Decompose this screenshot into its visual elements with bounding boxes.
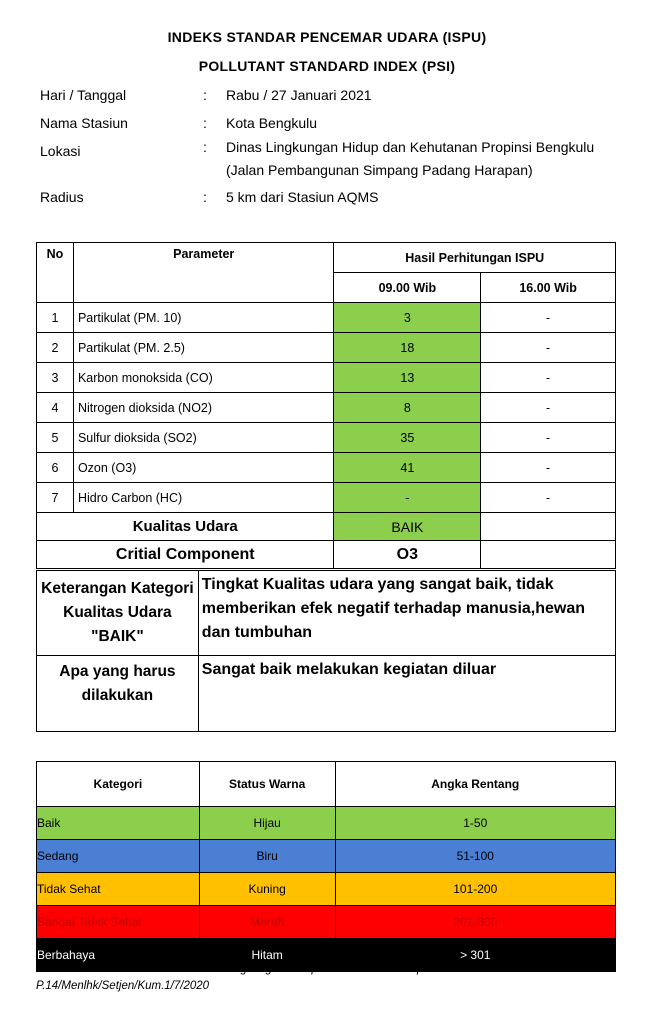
category-color: Hitam [199,939,335,972]
row-no: 4 [37,393,74,423]
note-action-label: Apa yang harus dilakukan [37,656,199,732]
header-no: No [37,243,74,303]
row-no: 5 [37,423,74,453]
category-name: Sedang [37,840,200,873]
title-ispu: INDEKS STANDAR PENCEMAR UDARA (ISPU) [167,29,487,45]
info-colon: : [203,115,207,131]
category-range: 101-200 [335,873,615,906]
table-row [37,333,616,363]
header-result: Hasil Perhitungan ISPU [334,243,616,273]
row-parameter: Hidro Carbon (HC) [73,483,334,513]
info-value-location-address: (Jalan Pembangunan Simpang Padang Harapan) [226,162,533,178]
category-row-baik [37,807,616,840]
category-range: 201-300 [335,906,615,939]
header-category: Kategori [37,762,200,807]
info-value-date: Rabu / 27 Januari 2021 [226,87,372,103]
table-row [37,423,616,453]
header-parameter: Parameter [73,243,334,303]
footnote: Scale Due Norm : Peraturan Menteri Lingkungan Hidup dan Kehutanan Republik Indonesia Nomor P.14/Menlhk/Setjen/Kum.1/7/2020 [36,963,538,992]
category-name: Sangat Tidak Sehat [37,906,200,939]
row-parameter: Partikulat (PM. 10) [73,303,334,333]
quality-value-1600 [481,513,616,541]
category-color: Biru [199,840,335,873]
row-value-0900: 18 [334,333,481,363]
critical-component-value-1600 [481,541,616,569]
info-colon: : [203,139,207,155]
header-time-0900: 09.00 Wib [334,273,481,303]
critical-component-label: Critial Component [37,541,334,569]
info-label-location: Lokasi [40,143,81,159]
category-color: Hijau [199,807,335,840]
row-no: 2 [37,333,74,363]
table-row [37,303,616,333]
info-label-date: Hari / Tanggal [40,87,127,103]
row-parameter: Ozon (O3) [73,453,334,483]
row-parameter: Nitrogen dioksida (NO2) [73,393,334,423]
note-action-text: Sangat baik melakukan kegiatan diluar [198,656,615,732]
info-value-station: Kota Bengkulu [226,115,318,131]
category-table [36,761,616,972]
category-name: Berbahaya [37,939,200,972]
info-value-radius: 5 km dari Stasiun AQMS [226,189,379,205]
header-range: Angka Rentang [335,762,615,807]
row-value-1600: - [481,303,616,333]
row-value-0900: 41 [334,453,481,483]
row-value-1600: - [481,483,616,513]
row-no: 6 [37,453,74,483]
row-value-0900: - [334,483,481,513]
row-parameter: Partikulat (PM. 2.5) [73,333,334,363]
table-row [37,453,616,483]
info-label-radius: Radius [40,189,84,205]
category-row-sangat-tidak-sehat [37,906,616,939]
note-description-label: Keterangan Kategori Kualitas Udara "BAIK" [37,571,199,656]
category-range: 1-50 [335,807,615,840]
row-value-0900: 13 [334,363,481,393]
row-no: 3 [37,363,74,393]
quality-value: BAIK [334,513,481,541]
category-range: > 301 [335,939,615,972]
row-no: 1 [37,303,74,333]
row-parameter: Karbon monoksida (CO) [73,363,334,393]
category-name: Tidak Sehat [37,873,200,906]
info-label-station: Nama Stasiun [40,115,128,131]
row-value-0900: 35 [334,423,481,453]
info-colon: : [203,87,207,103]
row-value-1600: - [481,363,616,393]
quality-label: Kualitas Udara [37,513,334,541]
note-description-text: Tingkat Kualitas udara yang sangat baik, tidak memberikan efek negatif terhadap manusia,hewan dan tumbuhan [198,571,615,656]
row-value-0900: 3 [334,303,481,333]
row-value-1600: - [481,393,616,423]
category-range: 51-100 [335,840,615,873]
category-row-tidak-sehat [37,873,616,906]
notes-table [36,570,616,732]
row-value-1600: - [481,333,616,363]
info-value-location: Dinas Lingkungan Hidup dan Kehutanan Propinsi Bengkulu [226,139,595,155]
row-value-0900: 8 [334,393,481,423]
category-color: Merah [199,906,335,939]
header-time-1600: 16.00 Wib [481,273,616,303]
title-psi: POLLUTANT STANDARD INDEX (PSI) [198,58,456,74]
table-row [37,483,616,513]
header-color-status: Status Warna [199,762,335,807]
table-row [37,393,616,423]
category-color: Kuning [199,873,335,906]
row-value-1600: - [481,423,616,453]
row-value-1600: - [481,453,616,483]
ispu-table [36,242,616,569]
category-name: Baik [37,807,200,840]
table-row [37,363,616,393]
critical-component-value: O3 [334,541,481,569]
category-row-sedang [37,840,616,873]
row-parameter: Sulfur dioksida (SO2) [73,423,334,453]
info-colon: : [203,189,207,205]
row-no: 7 [37,483,74,513]
